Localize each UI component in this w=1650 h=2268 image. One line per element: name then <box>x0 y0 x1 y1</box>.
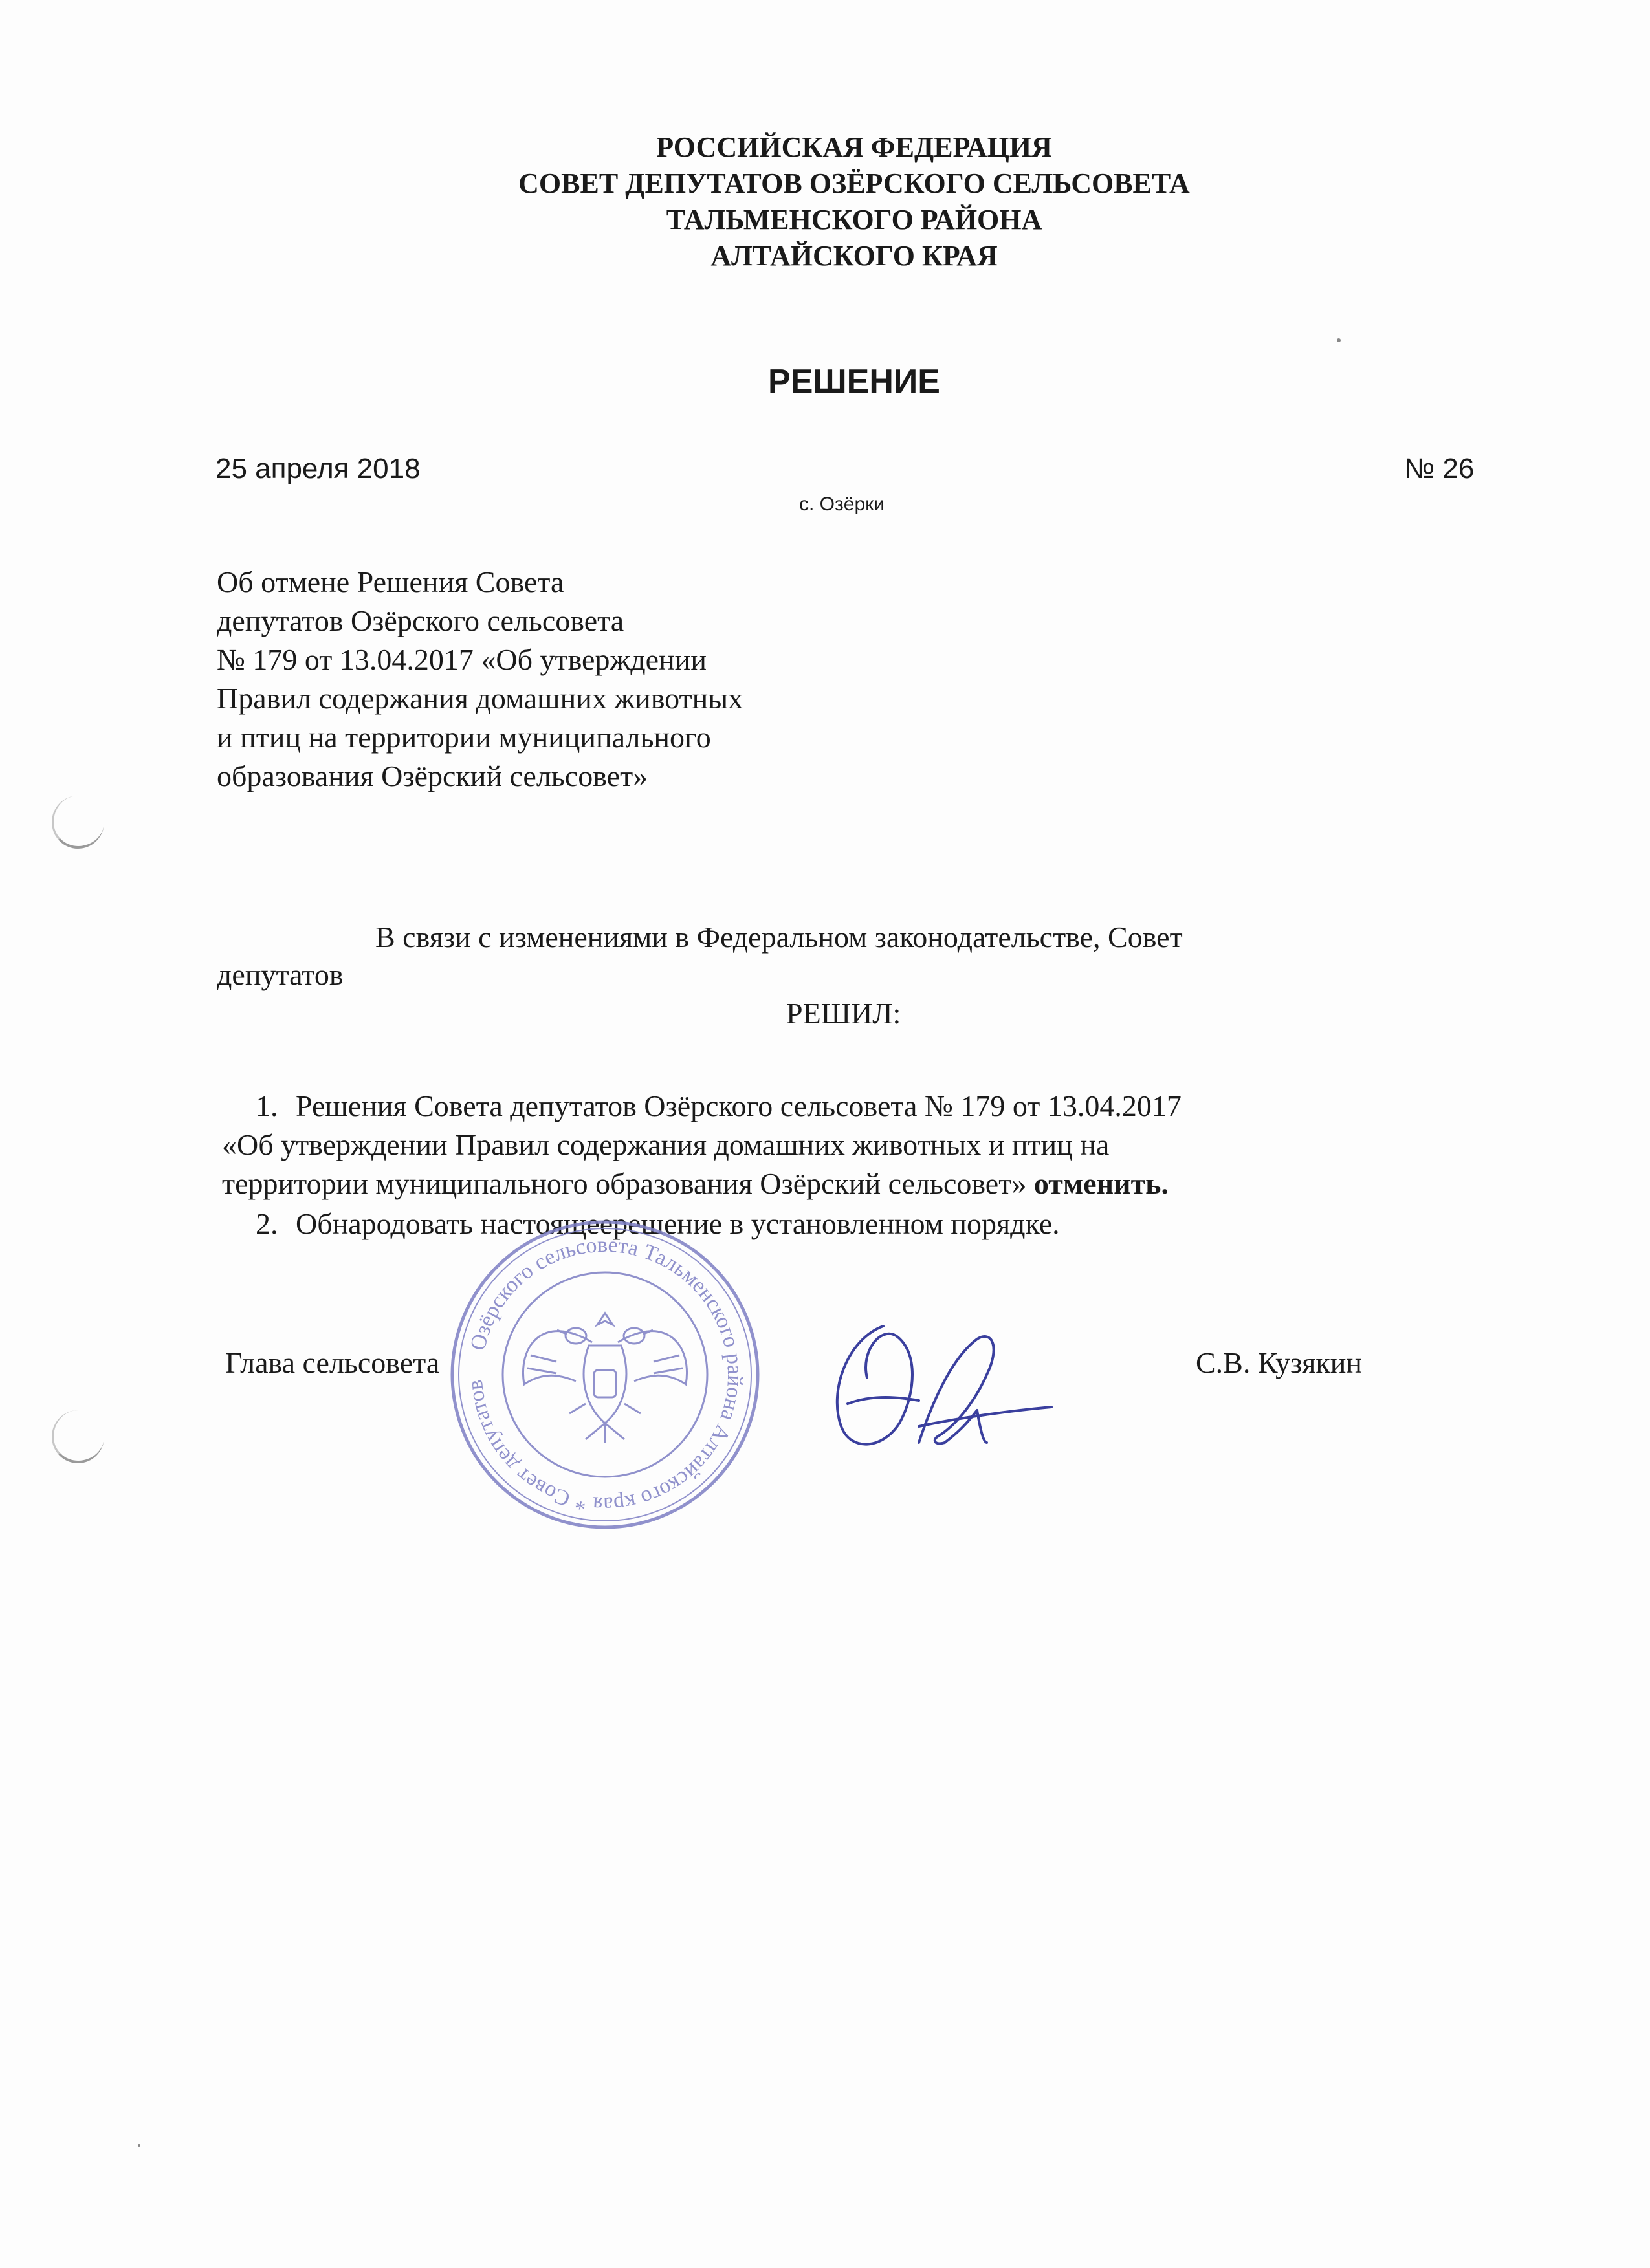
header-region: АЛТАЙСКОГО КРАЯ <box>710 240 998 272</box>
paper-speck <box>1337 338 1341 342</box>
document-number: № 26 <box>1404 453 1475 485</box>
preamble <box>217 919 1446 994</box>
subject-line: № 179 от 13.04.2017 «Об утверждении <box>217 643 707 676</box>
signatory-title: Глава сельсовета <box>225 1346 440 1379</box>
handwritten-signature <box>822 1313 1055 1468</box>
punch-hole-top <box>52 796 104 849</box>
document-header <box>0 129 1650 274</box>
header-country: РОССИЙСКАЯ ФЕДЕРАЦИЯ <box>656 131 1052 163</box>
item-text: Обнародовать настоящеерешение в установленном порядке. <box>296 1207 1060 1240</box>
item-text: Решения Совета депутатов Озёрского сельсовета № 179 от 13.04.2017 <box>296 1089 1182 1122</box>
eagle-emblem-icon <box>523 1313 687 1443</box>
item-text: территории муниципального образования Озёрский сельсовет» <box>222 1167 1027 1200</box>
decision-item-1 <box>256 1087 1182 1126</box>
subject-line: Правил содержания домашних животных <box>217 682 743 715</box>
official-seal <box>446 1216 764 1533</box>
subject-line: и птиц на территории муниципального <box>217 721 711 754</box>
punch-hole-bottom <box>52 1410 104 1463</box>
item-text: «Об утверждении Правил содержания домашних животных и птиц на <box>222 1128 1110 1161</box>
header-council: СОВЕТ ДЕПУТАТОВ ОЗЁРСКОГО СЕЛЬСОВЕТА <box>518 168 1190 199</box>
document-place: с. Озёрки <box>799 494 885 515</box>
item-number: 1. <box>256 1089 278 1122</box>
document-type: РЕШЕНИЕ <box>768 363 940 400</box>
subject-line: образования Озёрский сельсовет» <box>217 759 648 792</box>
document-subject <box>217 563 743 796</box>
subject-line: депутатов Озёрского сельсовета <box>217 604 624 637</box>
preamble-line: В связи с изменениями в Федеральном законодательстве, Совет <box>375 921 1183 954</box>
decision-item-1-continued <box>222 1164 1169 1203</box>
header-district: ТАЛЬМЕНСКОГО РАЙОНА <box>666 204 1042 235</box>
decision-item-1-continued <box>222 1126 1109 1164</box>
preamble-line: депутатов <box>217 958 344 991</box>
signatory-name: С.В. Кузякин <box>1196 1346 1362 1379</box>
item-number: 2. <box>256 1207 278 1240</box>
paper-speck <box>138 2144 140 2147</box>
document-date: 25 апреля 2018 <box>215 453 421 485</box>
decided-heading: РЕШИЛ: <box>786 997 901 1030</box>
item-emphasis: отменить. <box>1033 1167 1169 1200</box>
subject-line: Об отмене Решения Совета <box>217 565 564 598</box>
seal-ring-text: Озёрского сельсовета Тальменского района Алтайского края * Совет депутатов <box>463 1232 747 1517</box>
